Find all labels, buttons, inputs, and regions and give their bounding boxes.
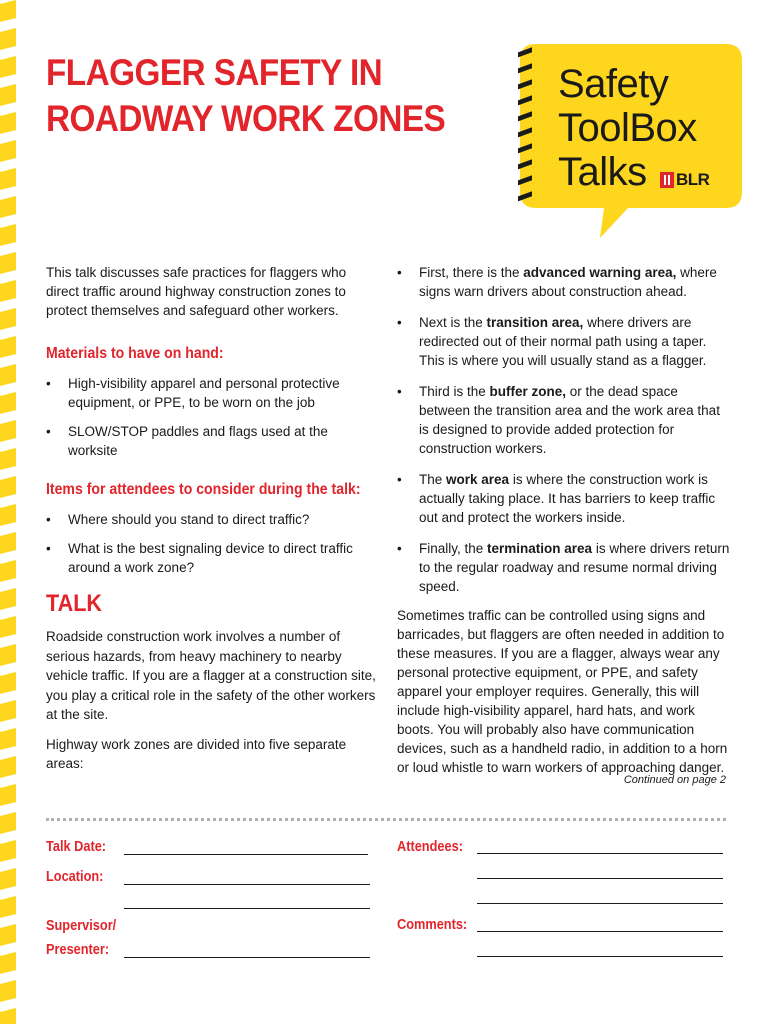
left-column bbox=[46, 263, 376, 773]
materials-heading: Materials to have on hand: bbox=[46, 345, 224, 362]
intro-text: This talk discusses safe practices for flaggers who direct traffic around highway construction zones to protect themselves and safeguard other workers. bbox=[46, 265, 347, 318]
attendees-label: Attendees: bbox=[397, 839, 463, 855]
comments-label: Comments: bbox=[397, 917, 468, 933]
presenter-label: Presenter: bbox=[46, 942, 110, 958]
blr-logo-text: BLR bbox=[676, 170, 710, 189]
talk-paragraph-1: Roadside construction work involves a number of serious hazards, from heavy machinery to nearby vehicle traffic. If you are a flagger at a construction site, you play a critical role in the safety of the other workers at the site. bbox=[46, 629, 376, 722]
list-item: • The work area is where the construction work is actually taking place. It has barriers to keep traffic out and protect the workers inside. bbox=[397, 470, 732, 527]
right-column bbox=[397, 263, 732, 777]
blr-logo-icon bbox=[660, 172, 674, 188]
consider-heading: Items for attendees to consider during the talk: bbox=[46, 481, 361, 498]
location-label: Location: bbox=[46, 869, 104, 885]
comments-field[interactable] bbox=[477, 931, 723, 932]
badge-line-1: Safety bbox=[558, 62, 669, 106]
blr-logo bbox=[660, 170, 709, 190]
list-item: • SLOW/STOP paddles and flags used at the worksite bbox=[46, 422, 376, 460]
continued-note: Continued on page 2 bbox=[623, 774, 726, 786]
title-line-2: ROADWAY WORK ZONES bbox=[46, 98, 446, 139]
comments-field-line-2[interactable] bbox=[477, 956, 723, 957]
talk-paragraph-2: Highway work zones are divided into five separate areas: bbox=[46, 736, 347, 771]
location-field[interactable] bbox=[124, 884, 370, 885]
list-item: • Next is the transition area, where drivers are redirected out of their normal path using a taper. This is where you will usually stand as a flagger. bbox=[397, 313, 732, 370]
closing-paragraph: Sometimes traffic can be controlled using signs and barricades, but flaggers are often needed in addition to these measures. If you are a flagger, always wear any personal protective equipment, or PPE, and safety apparel your employer requires. Generally, this will include high-visibility apparel, hard hats, and work boots. You will probably also have communication devices, such as a handheld radio, in addition to a horn or loud whistle to warn workers of approaching danger. bbox=[397, 608, 728, 775]
materials-list bbox=[46, 374, 376, 460]
attendees-field[interactable] bbox=[477, 853, 723, 854]
attendees-field-line-3[interactable] bbox=[477, 903, 723, 904]
supervisor-label: Supervisor/ bbox=[46, 918, 117, 934]
consider-list bbox=[46, 510, 376, 577]
page-title bbox=[46, 50, 516, 142]
talk-date-label: Talk Date: bbox=[46, 839, 107, 855]
talk-date-field[interactable] bbox=[124, 854, 368, 855]
work-zone-areas-list bbox=[397, 263, 732, 596]
list-item: • Finally, the termination area is where drivers return to the regular roadway and resume normal driving speed. bbox=[397, 539, 732, 596]
dotted-divider bbox=[46, 818, 726, 821]
list-item: • Third is the buffer zone, or the dead space between the transition area and the work area that is designed to provide added protection for construction workers. bbox=[397, 382, 732, 458]
list-item: • First, there is the advanced warning area, where signs warn drivers about construction ahead. bbox=[397, 263, 732, 301]
talk-heading: TALK bbox=[46, 590, 102, 617]
attendees-field-line-2[interactable] bbox=[477, 878, 723, 879]
location-field-line-2[interactable] bbox=[124, 908, 370, 909]
title-line-1: FLAGGER SAFETY IN bbox=[46, 52, 383, 93]
presenter-field[interactable] bbox=[124, 957, 370, 958]
edge-stripe-decoration bbox=[0, 0, 22, 1024]
badge-line-3: Talks bbox=[558, 150, 647, 194]
list-item: • High-visibility apparel and personal protective equipment, or PPE, to be worn on the job bbox=[46, 374, 376, 412]
badge-line-2: ToolBox bbox=[558, 106, 697, 150]
list-item: • What is the best signaling device to direct traffic around a work zone? bbox=[46, 539, 376, 577]
list-item: • Where should you stand to direct traffic? bbox=[46, 510, 376, 529]
